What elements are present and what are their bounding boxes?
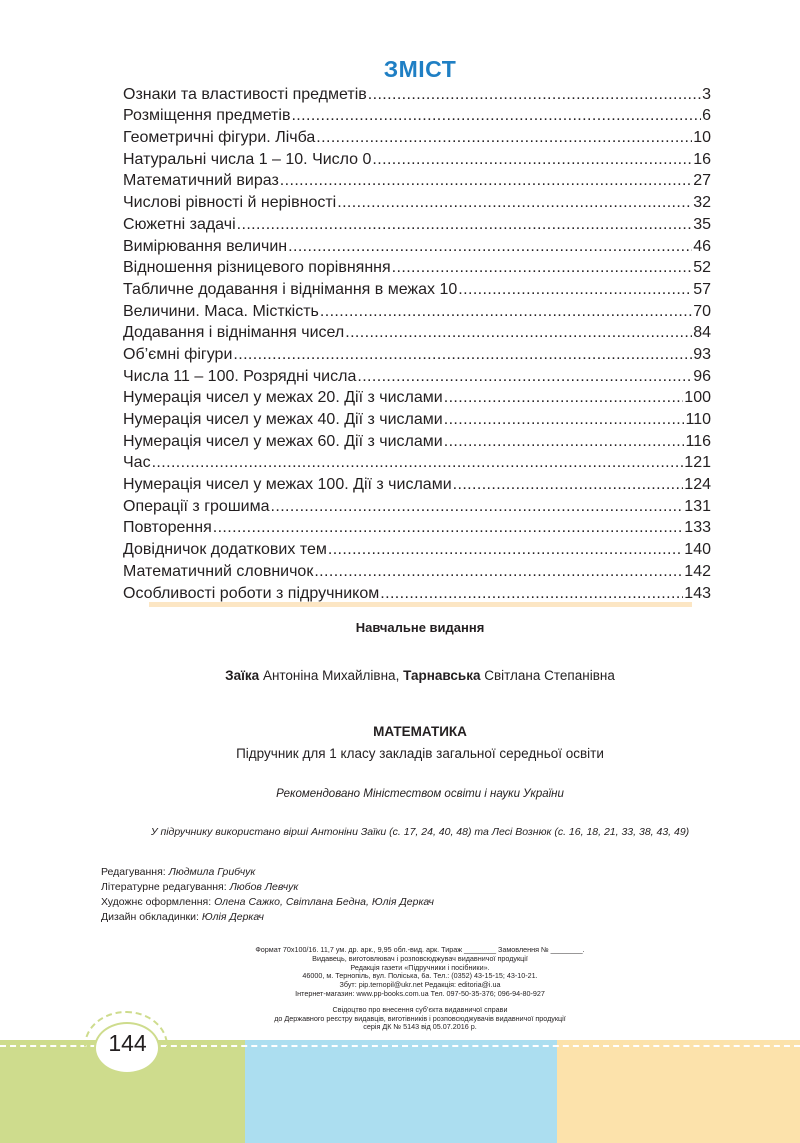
toc-entry-page: 121 <box>684 454 711 472</box>
toc-entry-label: Об’ємні фігури <box>123 345 233 363</box>
toc-dot-leader <box>453 475 684 494</box>
toc-dot-leader <box>444 388 684 407</box>
toc-dot-leader <box>288 237 692 256</box>
toc-entry[interactable] <box>123 125 711 147</box>
toc-entry-label: Розміщення предметів <box>123 107 291 125</box>
toc-entry-page: 124 <box>684 476 711 494</box>
toc-entry-page: 116 <box>685 432 711 450</box>
toc-entry-page: 133 <box>684 519 711 537</box>
credit-line <box>101 895 434 910</box>
toc-entry[interactable] <box>123 451 711 473</box>
toc-dot-leader <box>444 410 685 429</box>
toc-dot-leader <box>314 562 683 581</box>
credit-names: Любов Левчук <box>229 881 299 893</box>
toc-entry-label: Нумерація чисел у межах 100. Дії з числами <box>123 476 452 494</box>
toc-entry-page: 96 <box>693 367 711 385</box>
toc-entry-page: 3 <box>702 85 711 103</box>
toc-entry-page: 131 <box>684 497 711 515</box>
toc-entry[interactable] <box>123 299 711 321</box>
credit-names: Людмила Грибчук <box>168 866 256 878</box>
toc-dot-leader <box>213 518 684 537</box>
toc-entry-label: Натуральні числа 1 – 10. Число 0 <box>123 150 372 168</box>
toc-entry-page: 16 <box>693 150 711 168</box>
toc-entry-label: Ознаки та властивості предметів <box>123 85 367 103</box>
toc-entry-page: 57 <box>693 280 711 298</box>
toc-entry-page: 6 <box>702 107 711 125</box>
imprint-block <box>170 946 670 1032</box>
credit-role: Літературне редагування: <box>101 881 227 893</box>
toc-entry-label: Математичний словничок <box>123 562 314 580</box>
toc-entry[interactable] <box>123 212 711 234</box>
credit-line <box>101 880 434 895</box>
page-number: 144 <box>108 1030 147 1056</box>
toc-dot-leader <box>316 128 692 147</box>
toc-entry-page: 93 <box>693 345 711 363</box>
author1-name: Антоніна Михайлівна <box>262 668 396 683</box>
toc-entry-page: 32 <box>693 194 711 212</box>
imprint-editorial: Редакція газети «Підручники і посібники». <box>350 962 490 972</box>
imprint-certificate: серія ДК № 5143 від 05.07.2016 р. <box>363 1022 477 1032</box>
toc-entry[interactable] <box>123 342 711 364</box>
toc-entry-page: 84 <box>693 324 711 342</box>
toc-entry[interactable] <box>123 364 711 386</box>
toc-entry[interactable] <box>123 147 711 169</box>
credit-role: Дизайн обкладинки: <box>101 911 199 923</box>
toc-dot-leader <box>368 85 701 104</box>
toc-entry-label: Величини. Маса. Місткість <box>123 302 319 320</box>
toc-entry-label: Нумерація чисел у межах 20. Дії з числами <box>123 389 443 407</box>
recommendation-note: Рекомендовано Міністеством освіти і науки України <box>276 788 564 800</box>
toc-entry-page: 52 <box>693 259 711 277</box>
toc-entry-label: Геометричні фігури. Лічба <box>123 129 316 147</box>
toc-entry-page: 100 <box>684 389 711 407</box>
credit-line <box>101 910 434 925</box>
footer-band-peach <box>557 1040 800 1143</box>
authors-separator: , <box>395 668 400 683</box>
authors-line <box>0 668 800 683</box>
toc-dot-leader <box>233 345 692 364</box>
toc-entry-label: Табличне додавання і віднімання в межах 10 <box>123 280 458 298</box>
toc-entry[interactable] <box>123 494 711 516</box>
toc-entry-label: Сюжетні задачі <box>123 215 236 233</box>
toc-entry-page: 46 <box>693 237 711 255</box>
toc-entry-label: Відношення різницевого порівняння <box>123 259 391 277</box>
toc-dot-leader <box>320 302 692 321</box>
toc-entry[interactable] <box>123 234 711 256</box>
toc-entry-label: Нумерація чисел у межах 60. Дії з числами <box>123 432 443 450</box>
book-subtitle: Підручник для 1 класу закладів загальної середньої освіти <box>236 746 604 761</box>
toc-entry[interactable] <box>123 104 711 126</box>
toc-entry-label: Повторення <box>123 519 212 537</box>
toc-dot-leader <box>271 497 684 516</box>
toc-entry-label: Операції з грошима <box>123 497 270 515</box>
imprint-certificate: до Державного реєстру видавців, виготівників і розповсюджувачів видавничої продукції <box>274 1013 566 1023</box>
toc-entry[interactable] <box>123 472 711 494</box>
toc-entry-label: Додавання і віднімання чисел <box>123 324 345 342</box>
toc-dot-leader <box>392 258 693 277</box>
toc-dot-leader <box>380 584 683 603</box>
toc-dot-leader <box>357 367 692 386</box>
imprint-contacts: Збут: pip.ternopil@ukr.net Редакція: editoria@i.ua <box>339 980 501 990</box>
toc-entry-label: Нумерація чисел у межах 40. Дії з числами <box>123 411 443 428</box>
imprint-publisher: Видавець, виготовлювач і розповсюджувач видавничої продукції <box>312 953 528 963</box>
toc-entry-page: 110 <box>685 411 711 428</box>
toc-title: ЗМІСТ <box>383 56 457 82</box>
table-of-contents <box>123 82 711 603</box>
toc-entry-page: 143 <box>684 584 711 602</box>
toc-entry[interactable] <box>123 386 711 408</box>
toc-dot-leader <box>458 280 692 299</box>
credit-names: Олена Сажко, Світлана Бедна, Юлія Деркач <box>214 896 434 908</box>
toc-entry-page: 35 <box>693 215 711 233</box>
toc-entry[interactable] <box>123 190 711 212</box>
credits-block <box>101 865 434 925</box>
toc-entry-page: 27 <box>693 172 711 190</box>
toc-entry[interactable] <box>123 407 711 429</box>
toc-entry[interactable] <box>123 429 711 451</box>
toc-entry-page: 10 <box>693 129 711 147</box>
poems-note: У підручнику використано вірші Антоніни Заїки (с. 17, 24, 40, 48) та Лесі Вознюк (с. 16, 18, 21, 33, 38, 43, 49) <box>150 826 690 838</box>
toc-entry-label: Довідничок додаткових тем <box>123 541 327 559</box>
toc-entry[interactable] <box>123 169 711 191</box>
author2-surname: Тарнавська <box>403 668 481 683</box>
author2-name: Світлана Степанівна <box>484 668 615 683</box>
toc-entry-label: Вимірювання величин <box>123 237 288 255</box>
toc-entry[interactable] <box>123 82 711 104</box>
toc-entry-page: 70 <box>693 302 711 320</box>
toc-dot-leader <box>152 453 684 472</box>
toc-entry[interactable] <box>123 256 711 278</box>
credit-role: Редагування: <box>101 866 166 878</box>
footer-band-blue <box>245 1040 557 1143</box>
author1-surname: Заїка <box>225 668 260 683</box>
imprint-address: 46000, м. Тернопіль, вул. Поліська, 6а. Тел.: (0352) 43-15-15; 43-10-21. <box>302 971 538 981</box>
toc-entry[interactable] <box>123 321 711 343</box>
toc-entry-label: Математичний вираз <box>123 172 279 190</box>
toc-dot-leader <box>372 150 692 169</box>
toc-entry[interactable] <box>123 537 711 559</box>
toc-entry-page: 140 <box>684 541 711 559</box>
credit-role: Художнє оформлення: <box>101 896 212 908</box>
credit-line <box>101 865 434 880</box>
credit-names: Юлія Деркач <box>201 911 264 923</box>
imprint-format: Формат 70x100/16. 11,7 ум. др. арк., 9,95 обл.-вид. арк. Тираж ________ Замовлення № ________. <box>255 945 585 954</box>
toc-entry-label: Числа 11 – 100. Розрядні числа <box>123 367 357 385</box>
book-title: МАТЕМАТИКА <box>373 724 467 739</box>
toc-entry[interactable] <box>123 581 711 603</box>
publication-type: Навчальне видання <box>355 620 485 635</box>
toc-dot-leader <box>237 215 693 234</box>
toc-entry-label: Час <box>123 454 151 472</box>
toc-dot-leader <box>337 193 692 212</box>
toc-entry-page: 142 <box>684 562 711 580</box>
toc-entry-label: Особливості роботи з підручником <box>123 584 380 602</box>
toc-entry[interactable] <box>123 516 711 538</box>
toc-entry[interactable] <box>123 277 711 299</box>
toc-entry[interactable] <box>123 559 711 581</box>
imprint-certificate: Свідоцтво про внесення суб’єкта видавничої справи <box>332 1004 508 1014</box>
toc-dot-leader <box>291 106 701 125</box>
imprint-shop: Інтернет-магазин: www.pp-books.com.ua Тел. 097-50-35-376; 096-94-80-927 <box>295 988 545 998</box>
section-divider <box>149 602 692 607</box>
toc-dot-leader <box>345 323 692 342</box>
toc-dot-leader <box>444 432 685 451</box>
toc-dot-leader <box>280 171 692 190</box>
toc-entry-label: Числові рівності й нерівності <box>123 194 337 212</box>
toc-dot-leader <box>328 540 683 559</box>
